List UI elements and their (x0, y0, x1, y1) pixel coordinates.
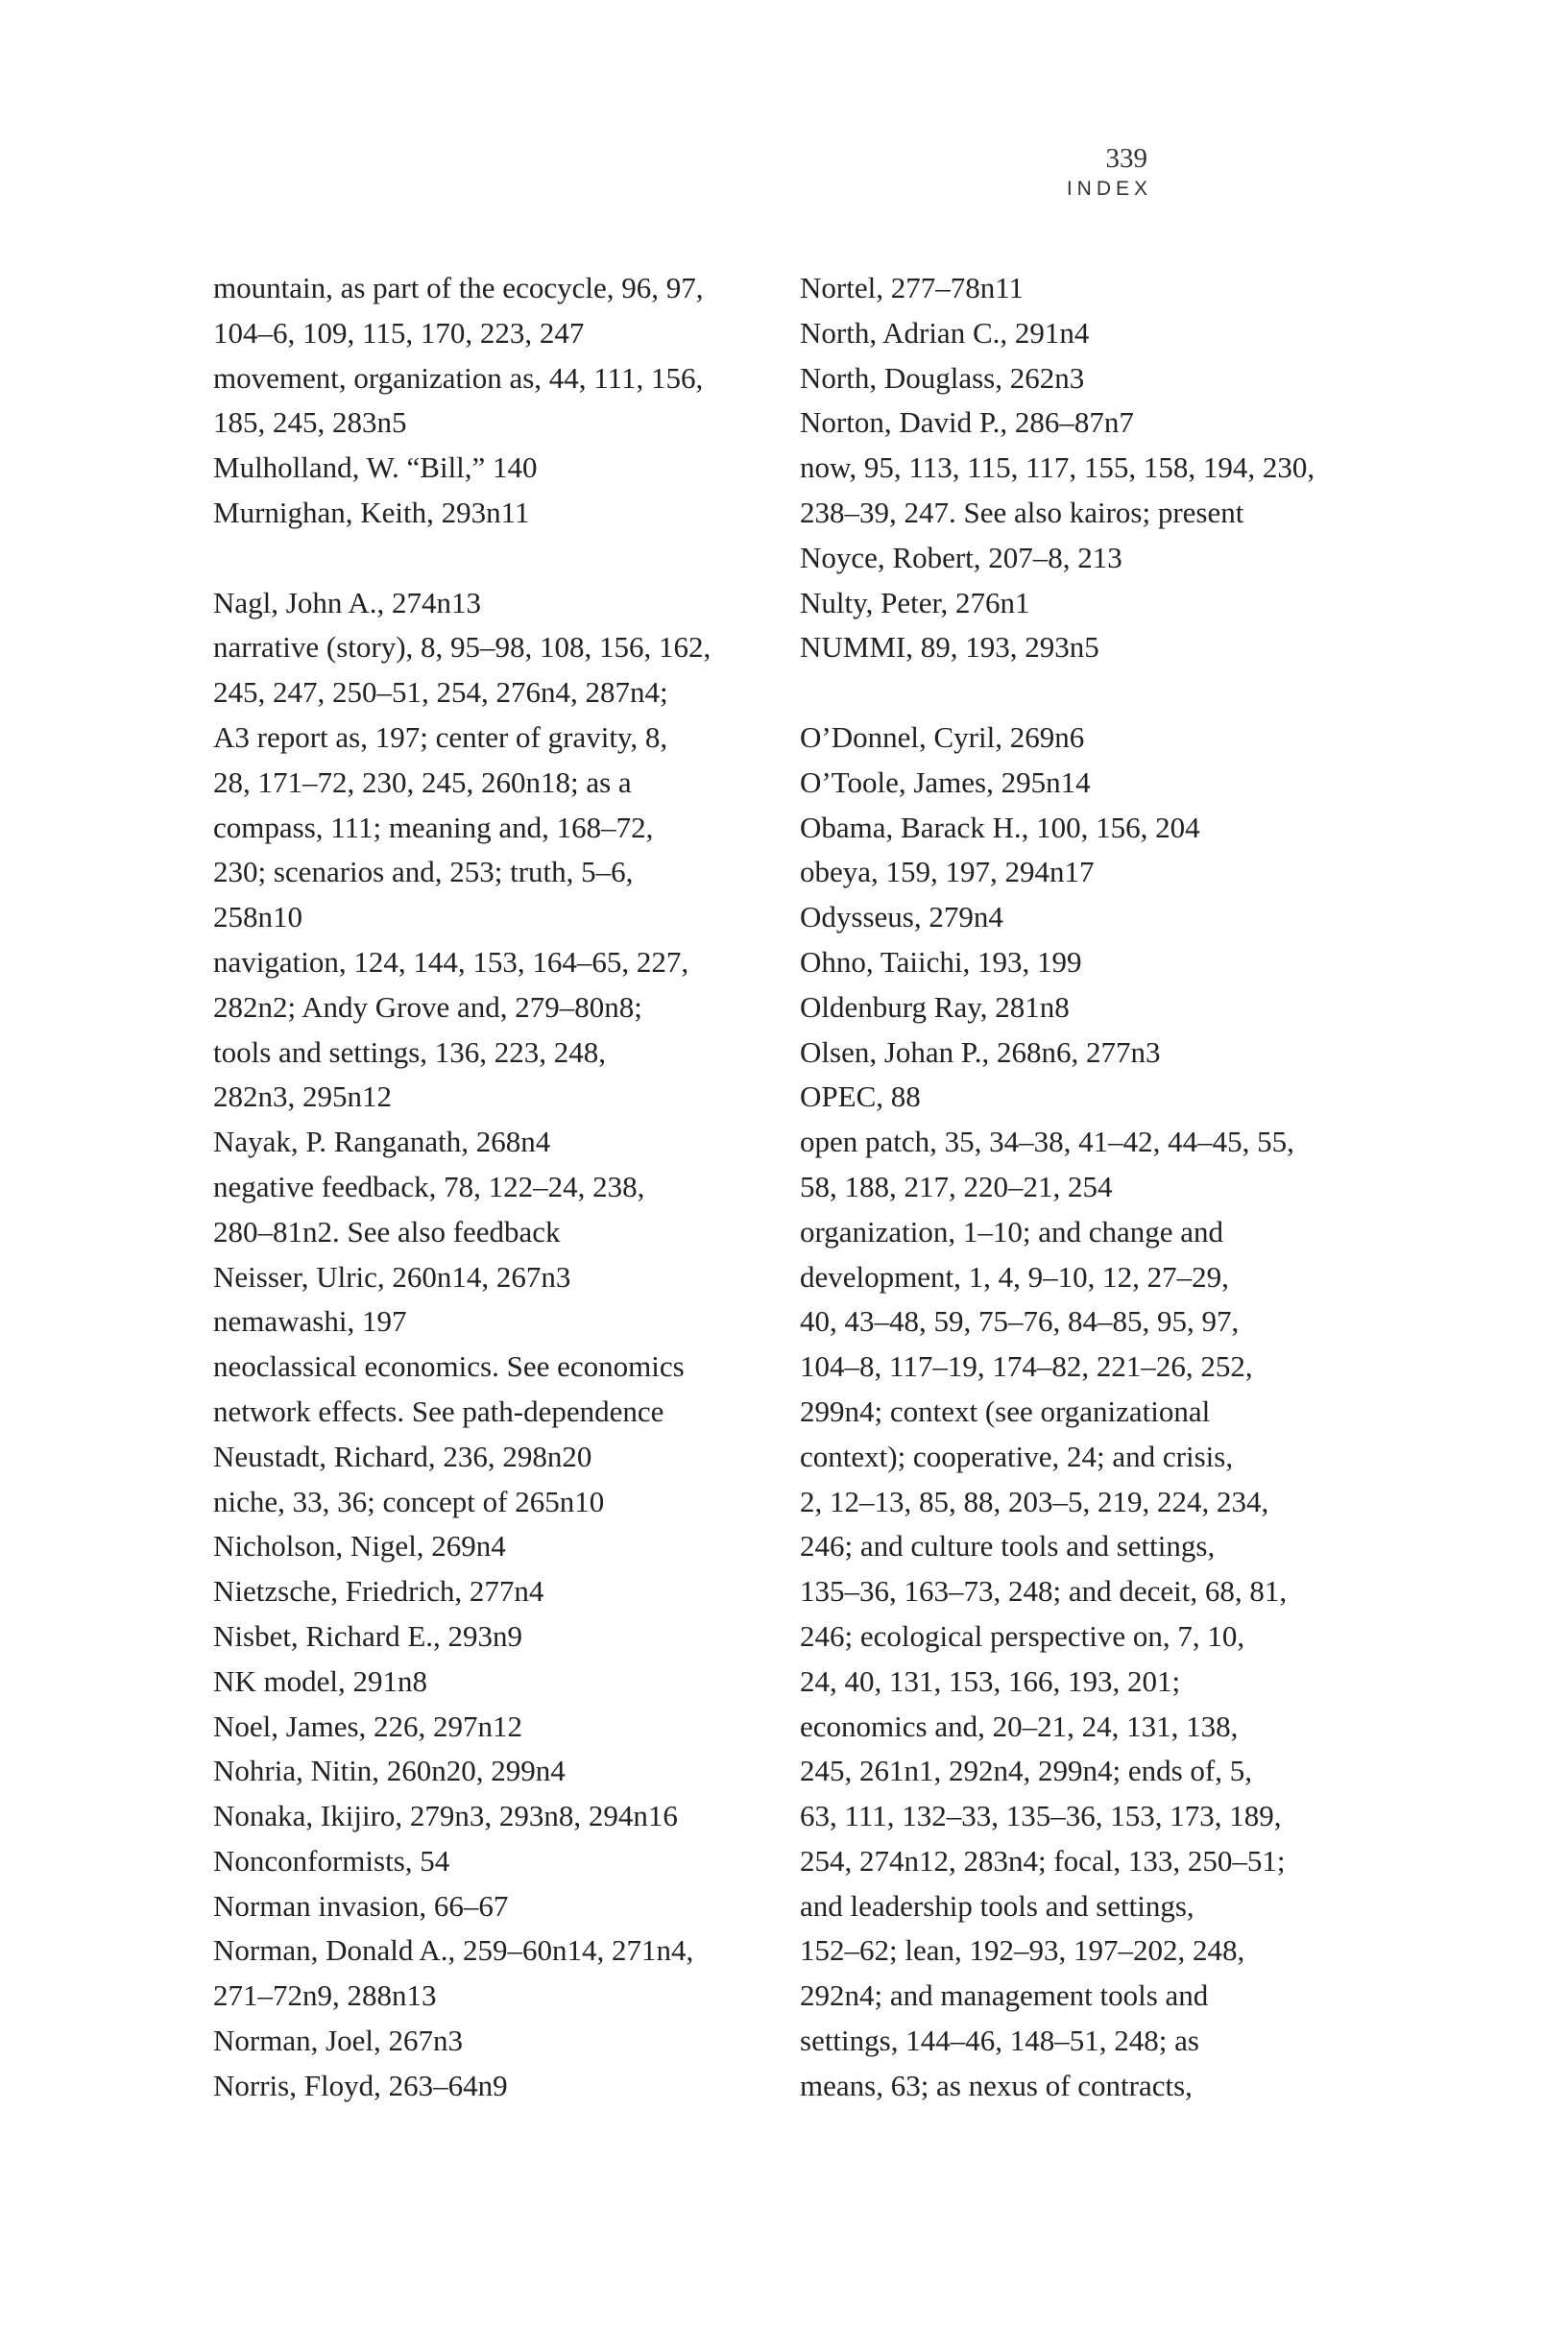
index-entry-line: now, 95, 113, 115, 117, 155, 158, 194, 230, (800, 450, 1315, 485)
index-entry-line: Nayak, P. Ranganath, 268n4 (213, 1125, 551, 1159)
index-entry (800, 761, 1338, 806)
index-entry-line: Nonaka, Ikijiro, 279n3, 293n8, 294n16 (213, 1799, 678, 1833)
index-entry (800, 536, 1338, 581)
index-entry-line: 40, 43–48, 59, 75–76, 84–85, 95, 97, (800, 1304, 1240, 1339)
index-entry-line: 185, 245, 283n5 (213, 405, 407, 440)
index-entry-line: Oldenburg Ray, 281n8 (800, 989, 1070, 1024)
index-entry (800, 1210, 1338, 2109)
index-entry-line: 63, 111, 132–33, 135–36, 153, 173, 189, (800, 1799, 1282, 1833)
index-entry-line: nemawashi, 197 (213, 1304, 407, 1339)
index-entry-line: 58, 188, 217, 220–21, 254 (800, 1169, 1113, 1203)
index-entry (213, 1345, 789, 1390)
index-entry-line: niche, 33, 36; concept of 265n10 (213, 1484, 605, 1518)
index-entry-line: 104–8, 117–19, 174–82, 221–26, 252, (800, 1349, 1253, 1384)
index-entry-line: negative feedback, 78, 122–24, 238, (213, 1169, 645, 1203)
index-entry (213, 940, 789, 1120)
index-entry-line: 238–39, 247. See also kairos; present (800, 495, 1244, 529)
index-entry (800, 1031, 1338, 1076)
index-entry (800, 1075, 1338, 1120)
index-entry-line: neoclassical economics. See economics (213, 1349, 685, 1384)
index-column-left (213, 266, 789, 2109)
index-entry (213, 491, 789, 536)
index-entry (213, 1839, 789, 1884)
index-entry-line: obeya, 159, 197, 294n17 (800, 855, 1095, 889)
page-header (1066, 142, 1152, 204)
index-entry (213, 581, 789, 626)
index-entry-line: 299n4; context (see organizational (800, 1394, 1211, 1428)
index-entry (213, 1390, 789, 1435)
index-entry-line: Norton, David P., 286–87n7 (800, 405, 1134, 440)
index-entry-line: Murnighan, Keith, 293n11 (213, 495, 530, 529)
index-entry (213, 2019, 789, 2064)
index-entry-line: OPEC, 88 (800, 1079, 921, 1114)
index-entry (800, 806, 1338, 851)
index-entry (213, 1884, 789, 1929)
index-entry-line: 28, 171–72, 230, 245, 260n18; as a (213, 764, 632, 799)
index-entry-line: Nagl, John A., 274n13 (213, 585, 481, 619)
index-entry (213, 1794, 789, 1839)
index-entry-line: Nisbet, Richard E., 293n9 (213, 1618, 523, 1653)
index-entry-line: 254, 274n12, 283n4; focal, 133, 250–51; (800, 1843, 1286, 1878)
index-entry-line: economics and, 20–21, 24, 131, 138, (800, 1709, 1239, 1743)
letter-group-gap (800, 670, 1338, 715)
index-entry-line: Nulty, Peter, 276n1 (800, 585, 1030, 619)
index-entry-line: 245, 247, 250–51, 254, 276n4, 287n4; (213, 675, 668, 710)
index-entry-line: North, Adrian C., 291n4 (800, 315, 1090, 350)
running-head: INDEX (1066, 178, 1152, 200)
index-entry-line: 152–62; lean, 192–93, 197–202, 248, (800, 1933, 1245, 1968)
index-entry (213, 1524, 789, 1569)
index-entry (800, 715, 1338, 761)
page-number: 339 (1105, 143, 1147, 174)
index-column-right (800, 266, 1338, 2109)
index-entry-line: settings, 144–46, 148–51, 248; as (800, 2024, 1199, 2058)
letter-group-gap (213, 536, 789, 581)
index-entry (213, 1614, 789, 1660)
index-entry-line: Mulholland, W. “Bill,” 140 (213, 450, 538, 485)
index-entry-line: tools and settings, 136, 223, 248, (213, 1034, 607, 1069)
index-entry-line: Norris, Floyd, 263–64n9 (213, 2068, 508, 2102)
index-entry-line: Neisser, Ulric, 260n14, 267n3 (213, 1259, 571, 1294)
index-entry-line: open patch, 35, 34–38, 41–42, 44–45, 55, (800, 1125, 1294, 1159)
index-entry-line: Nietzsche, Friedrich, 277n4 (213, 1574, 544, 1609)
index-entry-line: means, 63; as nexus of contracts, (800, 2068, 1193, 2102)
index-entry-line: Obama, Barack H., 100, 156, 204 (800, 810, 1200, 844)
index-entry (213, 1569, 789, 1614)
index-entry-line: 282n2; Andy Grove and, 279–80n8; (213, 989, 642, 1024)
index-entry (213, 1705, 789, 1750)
index-entry-line: Ohno, Taiichi, 193, 199 (800, 944, 1082, 979)
index-entry-line: 104–6, 109, 115, 170, 223, 247 (213, 315, 585, 350)
index-entry (213, 1255, 789, 1300)
index-entry-line: network effects. See path-dependence (213, 1394, 664, 1428)
index-entry (213, 1928, 789, 2019)
index-entry (800, 625, 1338, 670)
index-entry-line: 245, 261n1, 292n4, 299n4; ends of, 5, (800, 1754, 1253, 1788)
index-entry-line: O’Toole, James, 295n14 (800, 764, 1091, 799)
index-entry-line: Nohria, Nitin, 260n20, 299n4 (213, 1754, 566, 1788)
index-entry-line: 292n4; and management tools and (800, 1978, 1209, 2013)
index-entry-line: navigation, 124, 144, 153, 164–65, 227, (213, 944, 689, 979)
index-entry (800, 400, 1338, 446)
index-entry (213, 1299, 789, 1345)
index-entry (213, 266, 789, 356)
index-entry-line: 135–36, 163–73, 248; and deceit, 68, 81, (800, 1574, 1288, 1609)
index-entry-line: Norman, Joel, 267n3 (213, 2024, 464, 2058)
index-entry-line: 271–72n9, 288n13 (213, 1978, 437, 2013)
index-entry-line: 282n3, 295n12 (213, 1079, 392, 1114)
index-entry (800, 985, 1338, 1031)
index-entry (800, 266, 1338, 311)
index-entry-line: Neustadt, Richard, 236, 298n20 (213, 1439, 592, 1473)
index-entry (213, 356, 789, 447)
index-entry-line: Nortel, 277–78n11 (800, 271, 1025, 304)
index-entry-line: Nonconformists, 54 (213, 1843, 450, 1878)
index-entry (213, 1749, 789, 1794)
index-entry-line: 246; ecological perspective on, 7, 10, (800, 1618, 1245, 1653)
index-entry (800, 850, 1338, 895)
index-entry (213, 446, 789, 491)
index-entry (213, 2064, 789, 2109)
index-entry (213, 625, 789, 940)
index-entry-line: context); cooperative, 24; and crisis, (800, 1439, 1234, 1473)
index-entry-line: mountain, as part of the ecocycle, 96, 97, (213, 271, 704, 304)
index-entry-line: 2, 12–13, 85, 88, 203–5, 219, 224, 234, (800, 1484, 1269, 1518)
index-entry (800, 1120, 1338, 1210)
index-entry-line: Noyce, Robert, 207–8, 213 (800, 540, 1122, 574)
index-entry-line: Noel, James, 226, 297n12 (213, 1709, 523, 1743)
index-entry-line: Norman, Donald A., 259–60n14, 271n4, (213, 1933, 694, 1968)
index-entry-line: A3 report as, 197; center of gravity, 8, (213, 719, 668, 754)
index-entry-line: North, Douglass, 262n3 (800, 360, 1085, 395)
index-entry-line: 230; scenarios and, 253; truth, 5–6, (213, 855, 634, 889)
index-entry (800, 311, 1338, 356)
index-entry-line: Norman invasion, 66–67 (213, 1888, 509, 1923)
index-entry-line: Odysseus, 279n4 (800, 900, 1003, 934)
index-entry-line: 246; and culture tools and settings, (800, 1529, 1216, 1564)
index-entry (213, 1435, 789, 1480)
index-entry (800, 356, 1338, 401)
index-entry (800, 581, 1338, 626)
index-entry (213, 1165, 789, 1255)
index-entry-line: NK model, 291n8 (213, 1663, 428, 1698)
index-entry-line: and leadership tools and settings, (800, 1888, 1194, 1923)
index-entry-line: NUMMI, 89, 193, 293n5 (800, 630, 1099, 665)
index-entry-line: 24, 40, 131, 153, 166, 193, 201; (800, 1663, 1181, 1698)
index-entry-line: organization, 1–10; and change and (800, 1214, 1224, 1249)
index-entry-line: 280–81n2. See also feedback (213, 1214, 561, 1249)
index-entry (213, 1480, 789, 1525)
index-entry (213, 1120, 789, 1165)
index-entry-line: Nicholson, Nigel, 269n4 (213, 1529, 506, 1564)
index-entry-line: O’Donnel, Cyril, 269n6 (800, 719, 1085, 754)
index-entry (213, 1660, 789, 1705)
index-entry (800, 446, 1338, 536)
index-entry-line: Olsen, Johan P., 268n6, 277n3 (800, 1034, 1161, 1069)
index-entry-line: development, 1, 4, 9–10, 12, 27–29, (800, 1259, 1229, 1294)
index-entry-line: movement, organization as, 44, 111, 156, (213, 360, 704, 395)
index-entry-line: compass, 111; meaning and, 168–72, (213, 810, 654, 844)
index-entry-line: narrative (story), 8, 95–98, 108, 156, 162, (213, 630, 712, 665)
index-entry (800, 940, 1338, 985)
index-entry-line: 258n10 (213, 900, 302, 934)
index-entry (800, 895, 1338, 940)
